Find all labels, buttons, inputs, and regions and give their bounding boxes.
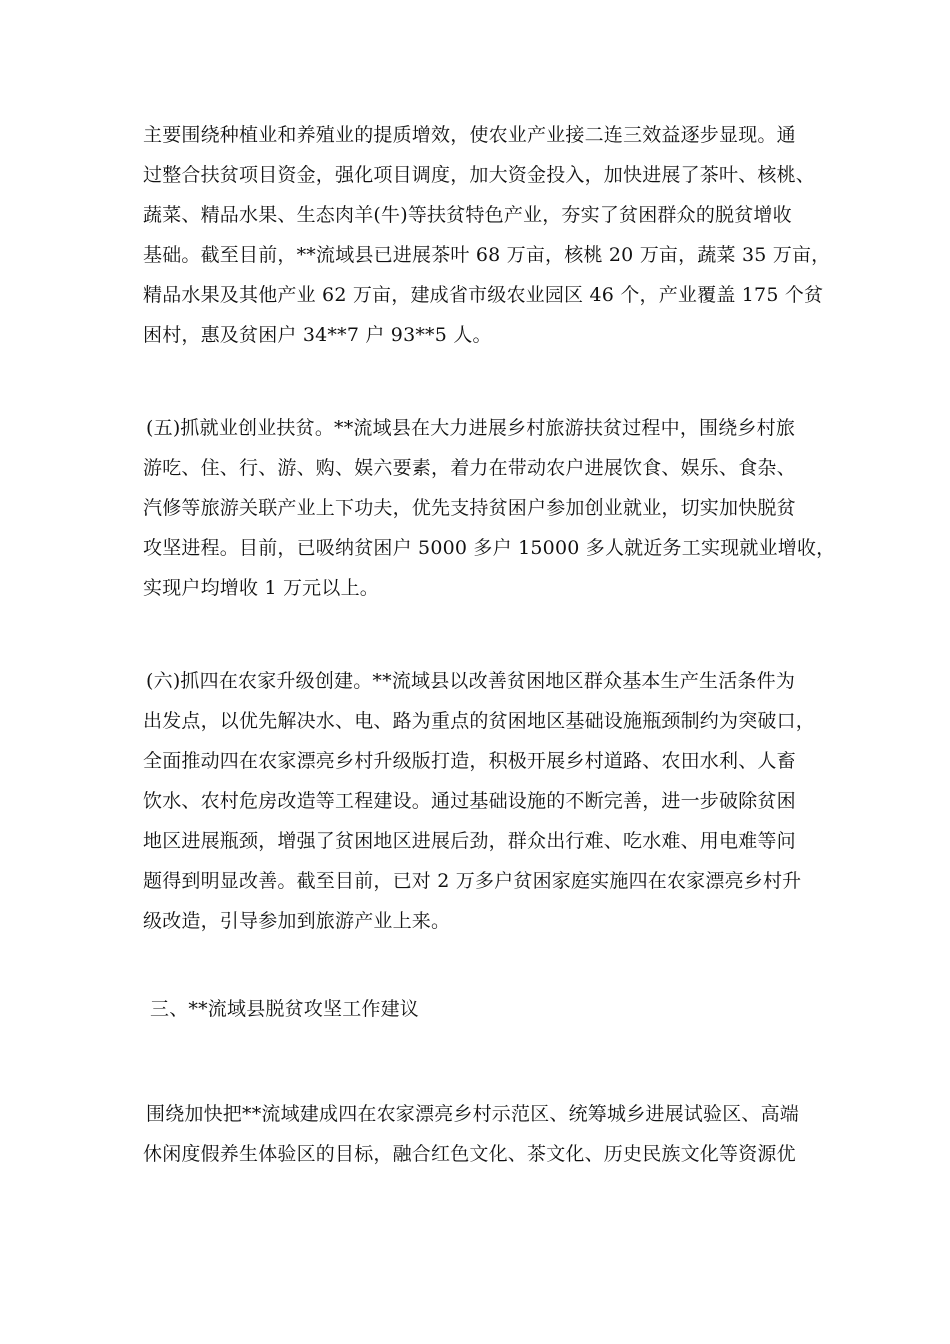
- paragraph-2-line-3: 汽修等旅游关联产业上下功夫，优先支持贫困户参加创业就业，切实加快脱贫: [143, 497, 796, 519]
- paragraph-3-line-3: 全面推动四在农家漂亮乡村升级版打造，积极开展乡村道路、农田水利、人畜: [143, 750, 796, 772]
- paragraph-3-line-4: 饮水、农村危房改造等工程建设。通过基础设施的不断完善，进一步破除贫困: [143, 790, 796, 812]
- section-heading-3: 三、**流域县脱贫攻坚工作建议: [150, 998, 420, 1020]
- paragraph-1-line-2: 过整合扶贫项目资金，强化项目调度，加大资金投入，加快进展了茶叶、核桃、: [143, 164, 816, 186]
- paragraph-1-line-5: 精品水果及其他产业 62 万亩，建成省市级农业园区 46 个，产业覆盖 175 个贫: [143, 284, 824, 306]
- paragraph-1-line-1: 主要围绕种植业和养殖业的提质增效，使农业产业接二连三效益逐步显现。通: [143, 124, 796, 146]
- paragraph-3-line-7: 级改造，引导参加到旅游产业上来。: [143, 910, 451, 932]
- paragraph-2-line-1: (五)抓就业创业扶贫。**流域县在大力进展乡村旅游扶贫过程中，围绕乡村旅: [146, 417, 796, 439]
- paragraph-3-line-5: 地区进展瓶颈，增强了贫困地区进展后劲，群众出行难、吃水难、用电难等问: [143, 830, 796, 852]
- paragraph-2-line-5: 实现户均增收 1 万元以上。: [143, 577, 379, 599]
- paragraph-4-line-2: 休闲度假养生体验区的目标，融合红色文化、茶文化、历史民族文化等资源优: [143, 1143, 796, 1165]
- paragraph-1-line-6: 困村，惠及贫困户 34**7 户 93**5 人。: [143, 324, 492, 346]
- paragraph-3-line-2: 出发点，以优先解决水、电、路为重点的贫困地区基础设施瓶颈制约为突破口，: [143, 710, 816, 732]
- paragraph-3-line-1: (六)抓四在农家升级创建。**流域县以改善贫困地区群众基本生产生活条件为: [146, 670, 796, 692]
- paragraph-1-line-3: 蔬菜、精品水果、生态肉羊(牛)等扶贫特色产业，夯实了贫困群众的脱贫增收: [143, 204, 792, 226]
- paragraph-1-line-4: 基础。截至目前，**流域县已进展茶叶 68 万亩，核桃 20 万亩，蔬菜 35 万亩，: [143, 244, 831, 266]
- paragraph-3-line-6: 题得到明显改善。截至目前，已对 2 万多户贫困家庭实施四在农家漂亮乡村升: [143, 870, 802, 892]
- paragraph-2-line-2: 游吃、住、行、游、购、娱六要素，着力在带动农户进展饮食、娱乐、食杂、: [143, 457, 796, 479]
- paragraph-4-line-1: 围绕加快把**流域建成四在农家漂亮乡村示范区、统筹城乡进展试验区、高端: [146, 1103, 800, 1125]
- paragraph-2-line-4: 攻坚进程。目前，已吸纳贫困户 5000 多户 15000 多人就近务工实现就业增收，: [143, 537, 836, 559]
